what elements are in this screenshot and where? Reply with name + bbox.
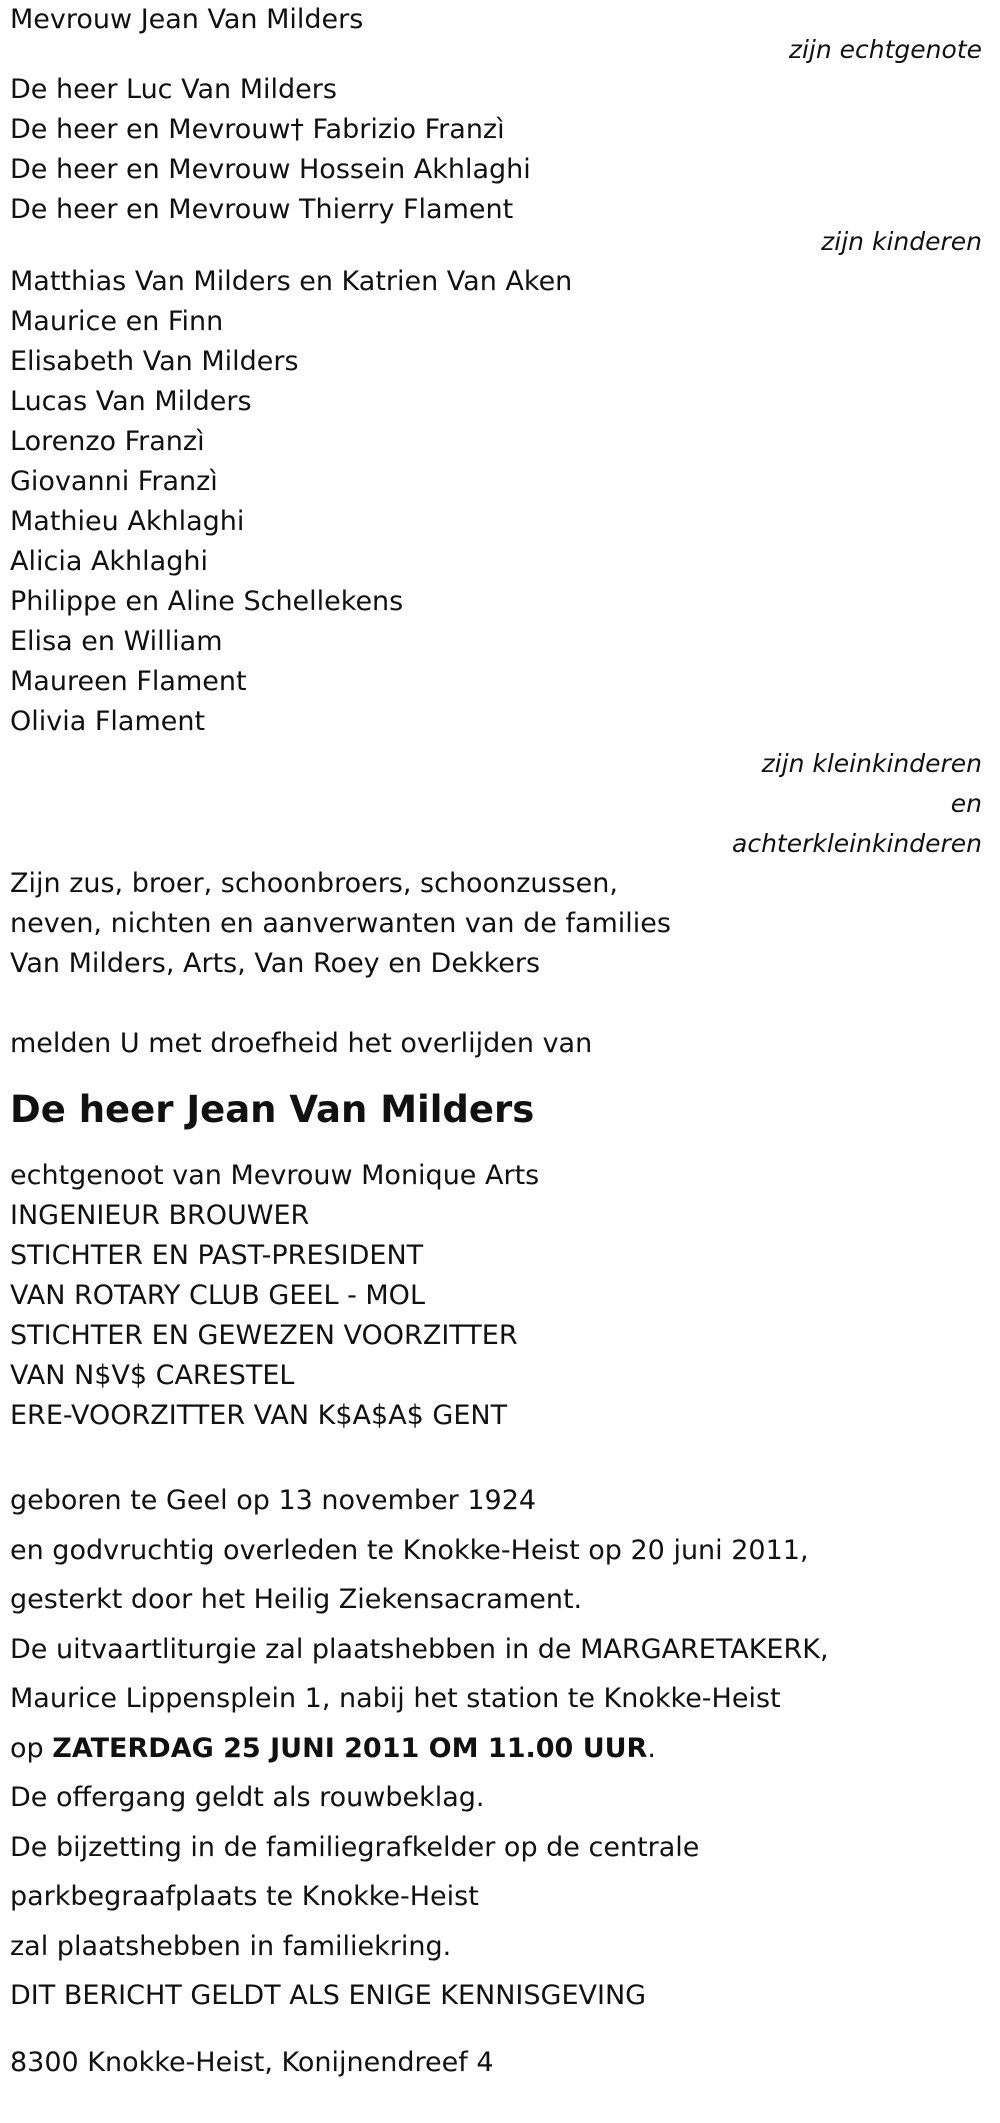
title-line: INGENIEUR BROUWER bbox=[10, 1200, 310, 1231]
family-line: Van Milders, Arts, Van Roey en Dekkers bbox=[10, 948, 541, 979]
grandchild-name: Matthias Van Milders en Katrien Van Aken bbox=[10, 266, 573, 297]
title-line: STICHTER EN GEWEZEN VOORZITTER bbox=[10, 1320, 518, 1351]
death-line: en godvruchtig overleden te Knokke-Heist op 20 juni 2011, bbox=[10, 1534, 809, 1566]
grandchild-name: Lorenzo Franzì bbox=[10, 426, 205, 457]
family-line: neven, nichten en aanverwanten van de families bbox=[10, 908, 671, 939]
offering-line: De offergang geldt als rouwbeklag. bbox=[10, 1782, 485, 1813]
child-name: De heer en Mevrouw† Fabrizio Franzì bbox=[10, 114, 505, 145]
birth-line: geboren te Geel op 13 november 1924 bbox=[10, 1485, 537, 1516]
burial-line: De bijzetting in de familiegrafkelder op de centrale bbox=[10, 1831, 700, 1863]
announcement: melden U met droefheid het overlijden van bbox=[10, 1028, 593, 1059]
location-line: Maurice Lippensplein 1, nabij het station te Knokke-Heist bbox=[10, 1683, 781, 1714]
title-line: ERE-VOORZITTER VAN K$A$A$ GENT bbox=[10, 1400, 508, 1431]
grandchild-name: Maureen Flament bbox=[10, 666, 247, 697]
sacrament-line: gesterkt door het Heilig Ziekensacrament. bbox=[10, 1584, 583, 1615]
title-line: VAN N$V$ CARESTEL bbox=[10, 1360, 295, 1391]
grandchild-name: Elisabeth Van Milders bbox=[10, 346, 299, 377]
date-suffix: . bbox=[647, 1732, 656, 1764]
grandchildren-role: en bbox=[950, 789, 982, 818]
grandchild-name: Giovanni Franzì bbox=[10, 466, 218, 497]
liturgy-line: De uitvaartliturgie zal plaatshebben in de MARGARETAKERK, bbox=[10, 1633, 829, 1665]
child-name: De heer en Mevrouw Hossein Akhlaghi bbox=[10, 154, 531, 185]
notice-line: DIT BERICHT GELDT ALS ENIGE KENNISGEVING bbox=[10, 1980, 647, 2011]
grandchildren-role: achterkleinkinderen bbox=[732, 829, 982, 858]
child-name: De heer en Mevrouw Thierry Flament bbox=[10, 194, 514, 225]
burial-line: zal plaatshebben in familiekring. bbox=[10, 1930, 452, 1962]
grandchild-name: Philippe en Aline Schellekens bbox=[10, 586, 404, 617]
grandchild-name: Olivia Flament bbox=[10, 706, 206, 737]
grandchild-name: Alicia Akhlaghi bbox=[10, 546, 208, 577]
service-details bbox=[10, 1476, 990, 2021]
grandchild-name: Mathieu Akhlaghi bbox=[10, 506, 245, 537]
service-date: ZATERDAG 25 JUNI 2011 OM 11.00 UUR bbox=[52, 1732, 648, 1764]
address: 8300 Knokke-Heist, Konijnendreef 4 bbox=[10, 2046, 494, 2078]
burial-line: parkbegraafplaats te Knokke-Heist bbox=[10, 1881, 479, 1912]
grandchild-name: Elisa en William bbox=[10, 626, 223, 657]
spouse-name: Mevrouw Jean Van Milders bbox=[10, 4, 364, 35]
title-line: VAN ROTARY CLUB GEEL - MOL bbox=[10, 1280, 425, 1311]
grandchild-name: Maurice en Finn bbox=[10, 306, 224, 337]
spouse-of: echtgenoot van Mevrouw Monique Arts bbox=[10, 1160, 540, 1191]
children-role: zijn kinderen bbox=[821, 227, 982, 256]
death-notice bbox=[10, 0, 990, 2083]
family-line: Zijn zus, broer, schoonbroers, schoonzussen, bbox=[10, 868, 618, 899]
grandchildren-role: zijn kleinkinderen bbox=[761, 749, 982, 778]
title-line: STICHTER EN PAST-PRESIDENT bbox=[10, 1240, 424, 1271]
child-name: De heer Luc Van Milders bbox=[10, 74, 337, 105]
date-line bbox=[10, 1724, 990, 1774]
date-prefix: op bbox=[10, 1732, 53, 1764]
spouse-role: zijn echtgenote bbox=[788, 35, 982, 64]
deceased-name: De heer Jean Van Milders bbox=[10, 1088, 535, 1131]
grandchild-name: Lucas Van Milders bbox=[10, 386, 252, 417]
